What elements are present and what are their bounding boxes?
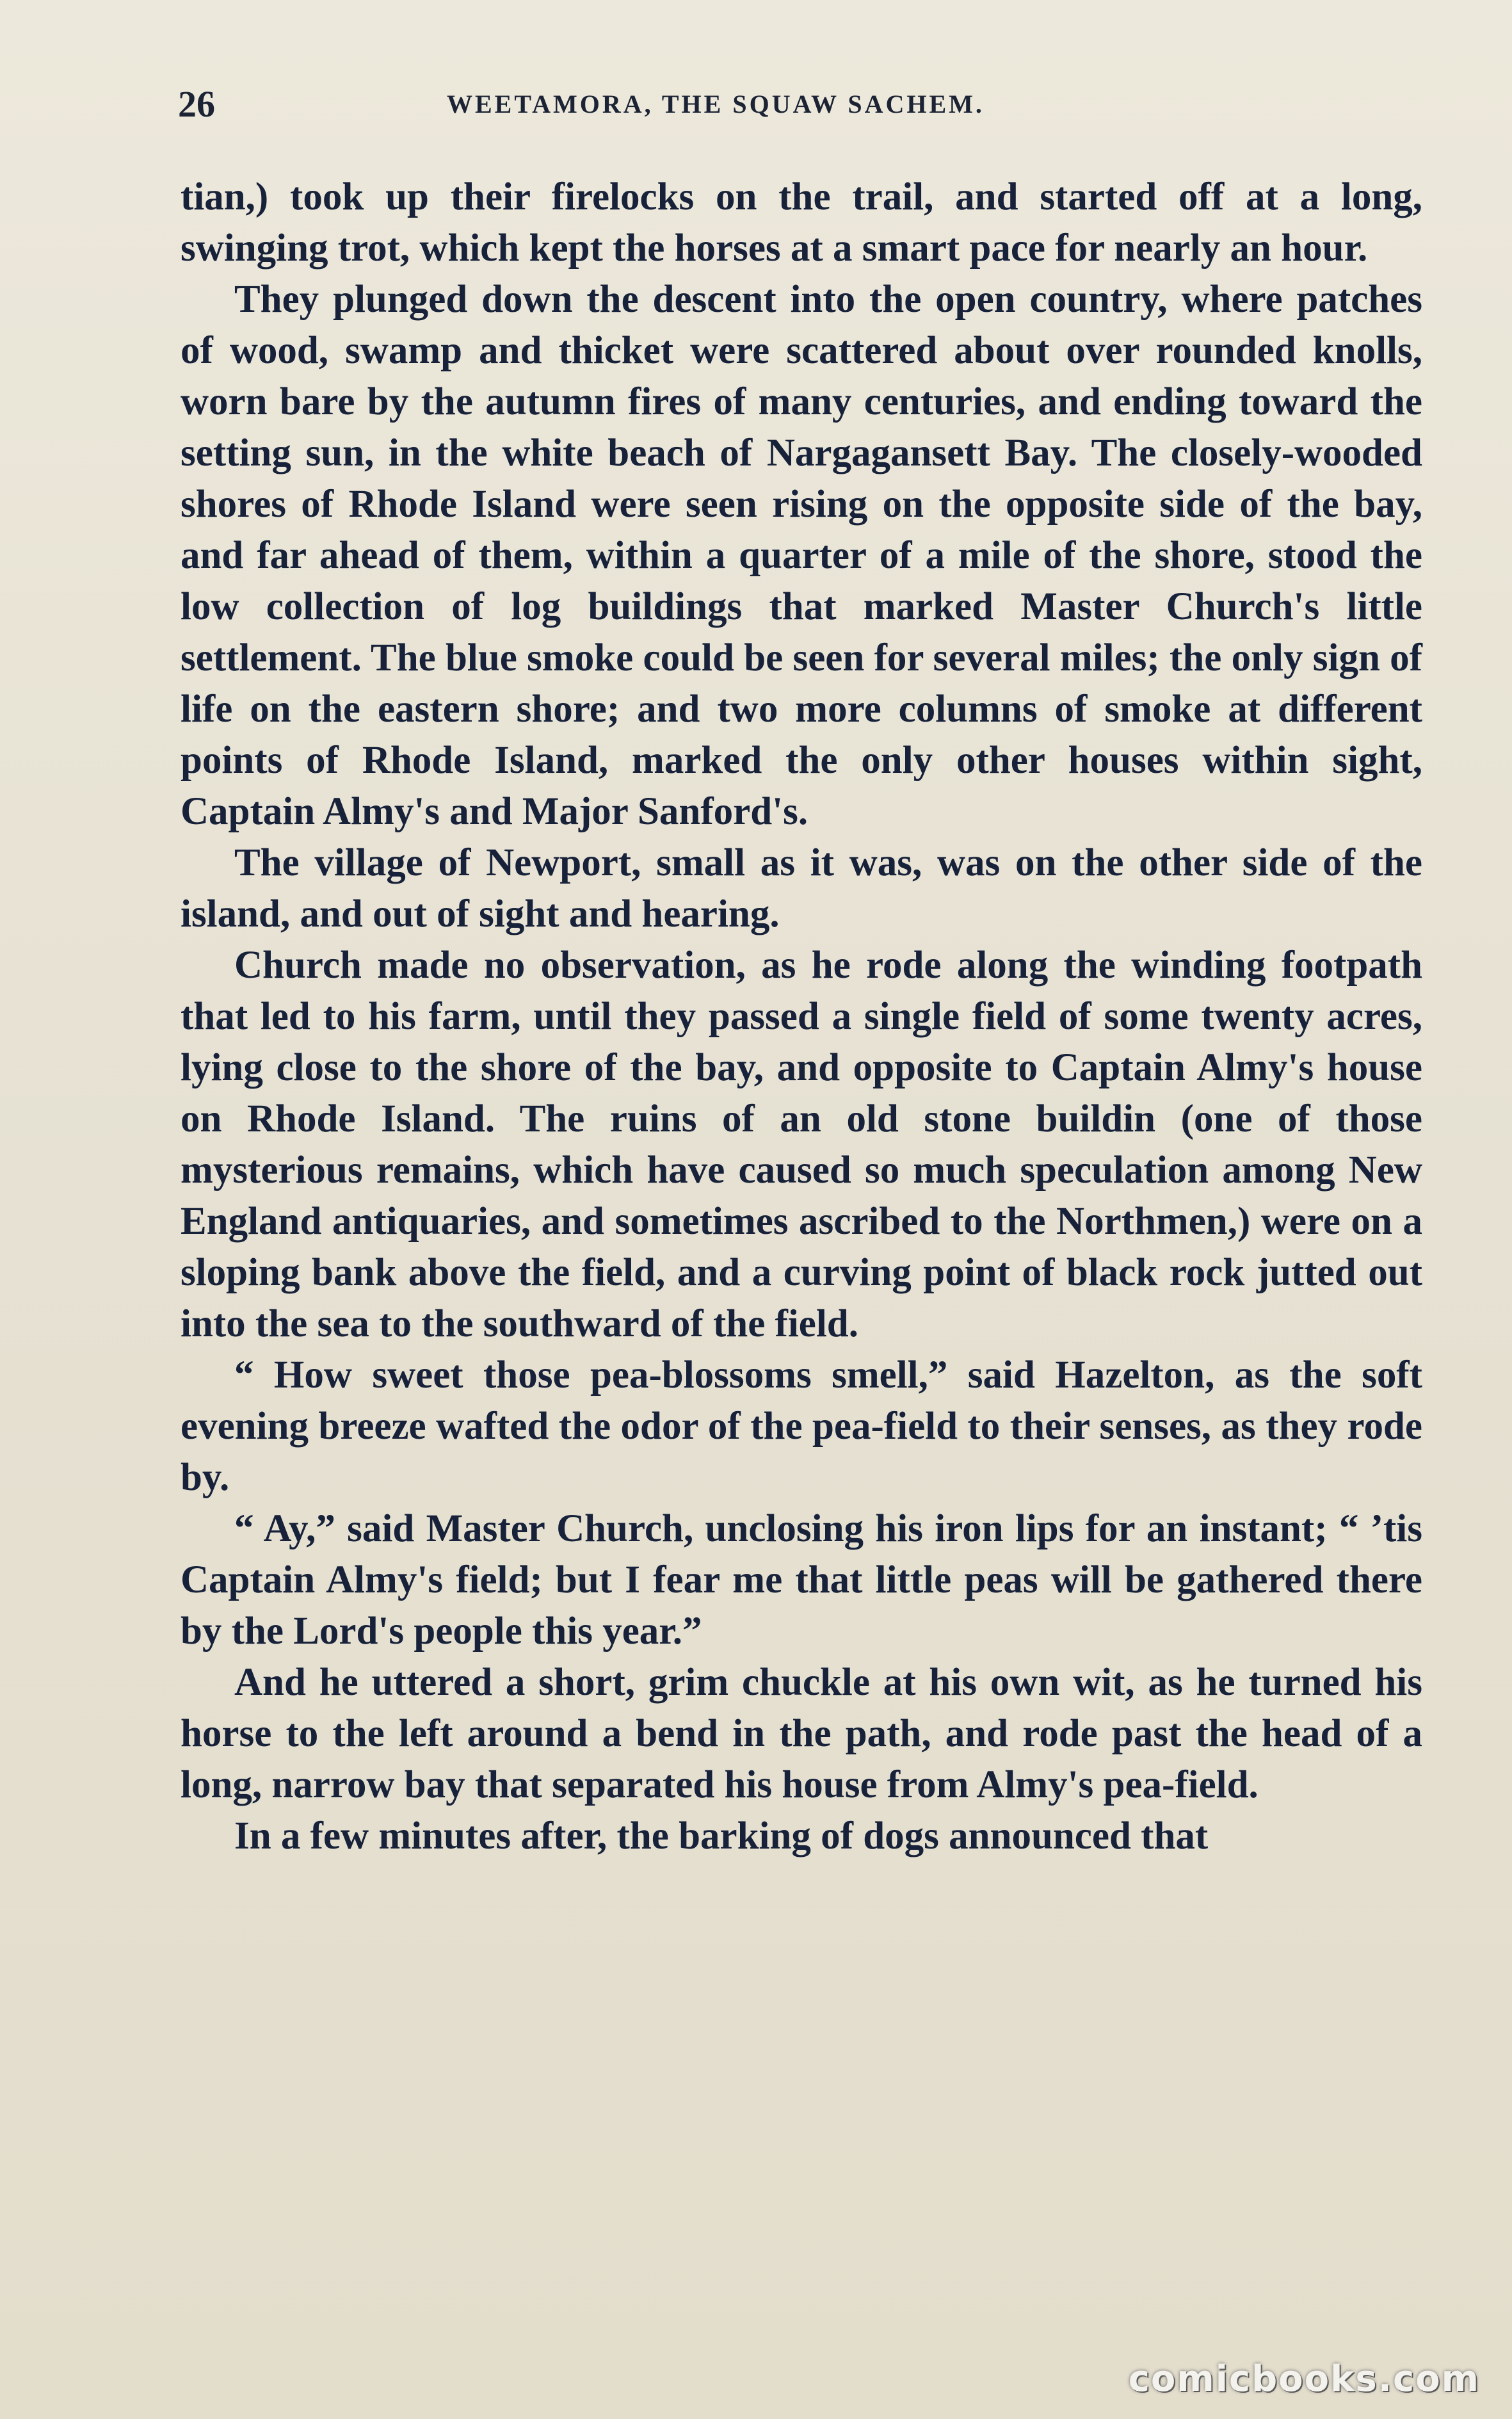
page-number: 26	[178, 83, 215, 125]
paragraph-5: “ How sweet those pea-blossoms smell,” said Hazelton, as the soft evening breeze wafted the odor of the pea-field to their senses, as they rode by.	[181, 1354, 1422, 1499]
paragraph-8: In a few minutes after, the barking of dogs announced that	[234, 1815, 1209, 1857]
paragraph-1: tian,) took up their firelocks on the trail, and started off at a long, swinging trot, which kept the horses at a smart pace for nearly an hour.	[181, 175, 1422, 270]
page-header	[178, 76, 1423, 133]
watermark: comicbooks.com	[1128, 2358, 1480, 2400]
running-head: WEETAMORA, THE SQUAW SACHEM.	[447, 90, 985, 118]
body-text	[181, 172, 1422, 1862]
paragraph-4: Church made no observation, as he rode along the winding footpath that led to his farm, until they passed a single field of some twenty acres, lying close to the shore of the bay, and opposite to Captain Almy's house on Rhode Island. The ruins of an old stone buildin (one of those mysterious remains, which have caused so much speculation among New England antiquaries, and sometimes ascribed to the Northmen,) were on a sloping bank above the field, and a curving point of black rock jutted out into the sea to the southward of the field.	[181, 944, 1422, 1345]
paragraph-6: “ Ay,” said Master Church, unclosing his iron lips for an instant; “ ’tis Captain Almy's field; but I fear me that little peas will be gathered there by the Lord's people this year.”	[181, 1507, 1422, 1653]
paragraph-3: The village of Newport, small as it was, was on the other side of the island, and out of sight and hearing.	[181, 841, 1422, 935]
paragraph-7: And he uttered a short, grim chuckle at his own wit, as he turned his horse to the left around a bend in the path, and rode past the head of a long, narrow bay that separated his house from Almy's pea-field.	[181, 1661, 1422, 1806]
paragraph-2: They plunged down the descent into the open country, where patches of wood, swamp and thicket were scattered about over rounded knolls, worn bare by the autumn fires of many centuries, and ending toward the setting sun, in the white beach of Nargagansett Bay. The closely-wooded shores of Rhode Island were seen rising on the opposite side of the bay, and far ahead of them, within a quarter of a mile of the shore, stood the low collection of log buildings that marked Master Church's little settlement. The blue smoke could be seen for several miles; the only sign of life on the eastern shore; and two more columns of smoke at different points of Rhode Island, marked the only other houses within sight, Captain Almy's and Major Sanford's.	[181, 278, 1422, 833]
